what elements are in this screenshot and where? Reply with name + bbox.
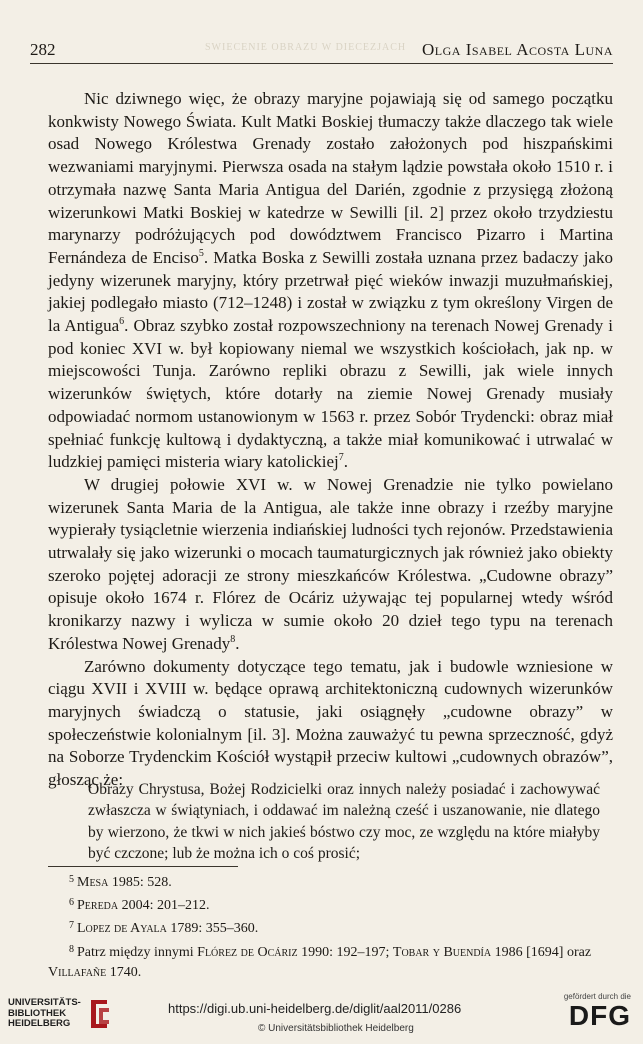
footnote-6: 6 Pereda 2004: 201–212. [69, 897, 210, 914]
page-number: 282 [30, 40, 56, 59]
footnote-7: 7 Lopez de Ayala 1789: 355–360. [69, 920, 259, 937]
footnote-ref-6: 6 [119, 316, 125, 328]
copyright-notice: © Universitätsbibliothek Heidelberg [258, 1023, 414, 1034]
paragraph-2: W drugiej połowie XVI w. w Nowej Grenadzie nie tylko powielano wizerunek Santa Maria de la Antigua, ale także inne obrazy i rzeźby maryjne wypierały tysiącletnie wierzenia indiańskiej ludności tych rejonów. Przedstawienia utrwalały się jako wizerunki o mocach taumaturgicznych jak również jako obiekty szeroko pojętej adoracji ze strony mieszkańców Królestwa. „Cudowne obrazy” opisuje około 1674 r. Flórez de Ocáriz używając tej popularnej wtedy wśród kronikarzy nazwy i wylicza w sumie około 20 dzieł tego typu na terenach Królestwa Nowej Grenady$^8$. [48, 474, 613, 653]
digitization-footer [0, 986, 643, 1044]
bleed-through-text: SWIECENIE OBRAZU W DIECEZJACH [205, 42, 407, 53]
footnote-ref-8: 8 [230, 633, 236, 645]
library-emblem-icon [87, 998, 113, 1030]
footnote-rule [48, 866, 238, 867]
block-quote: Obrazy Chrystusa, Bożej Rodzicielki oraz innych należy posiadać i zachowywać zwłaszcza w świątyniach, i oddawać im należną cześć i uszanowanie, nie dlatego by wierzono, że tkwi w nich jakieś bóstwo czy moc, ze względu na które miałyby być czczone; lub że można ich o coś prosić; [88, 781, 600, 863]
document-url-link[interactable]: https://digi.ub.uni-heidelberg.de/diglit/aal2011/0286 [168, 1001, 462, 1016]
footnote-5: 5 Mesa 1985: 528. [69, 874, 172, 890]
paragraph-1: Nic dziwnego więc, że obrazy maryjne pojawiają się od samego początku konkwisty Nowego Świata. Kult Matki Boskiej tłumaczy także dlaczego tak wiele osad Nowego Królestwa Grenady zostało założonych pod hiszpańskimi wezwaniami maryjnymi. Pierwsza osada na stałym lądzie powstała około 1510 r. i otrzymała nazwę Santa Maria Antigua del Darién, zgodnie z przysięgą złożoną wizerunkowi Matki Boskiej w katedrze w Sewilli [il. 2] przez około trzydziestu marynarzy podróżujących pod dowództwem Francisco Pizarro i Martina Fernándeza de Enciso$^5$. Matka Boska z Sewilli została uznana przez badaczy jako jedyny wizerunek maryjny, który przetrwał pięć wieków inwazji muzułmańskiej, jakiej podlegało miasto (712–1248) i został w związku z tym określony Virgen de la Antigua$^6$. Obraz szybko został rozpowszechniony na terenach Nowej Grenady i pod koniec XVI w. był kopiowany niemal we wszystkich kościołach, jak np. w miejscowości Tunja. Zarówno repliki obrazu z Sewilli, jak wiele innych wizerunków świętych, które dotarły na ziemie Nowej Grenady musiały odpowiadać normom ustanowionym w 1563 r. przez Sobór Trydencki: obraz miał spełniać funkcję kultową i dydaktyczną, a także miał komunikować i utrwalać w ludzkiej pamięci misteria wiary katolickiej$^7$. [48, 89, 613, 472]
footnote-ref-7: 7 [338, 452, 344, 464]
paragraph-3: Zarówno dokumenty dotyczące tego tematu, jak i budowle wzniesione w ciągu XVII i XVIII w. będące oprawą architektoniczną cudownych wizerunków maryjnych świadczą o statusie, jaki osiągnęły „cudowne obrazy” w społeczeństwie kolonialnym [il. 3]. Można zauważyć tu pewna sprzeczność, gdyż na Soborze Trydenckim Kościół wystąpił przeciw kultowi „cudownych obrazów”, głosząc że: [48, 656, 613, 790]
running-header-author: Olga Isabel Acosta Luna [422, 40, 613, 59]
footnote-ref-5: 5 [198, 247, 204, 259]
footnotes [48, 870, 613, 983]
main-text [48, 88, 613, 792]
header-rule [30, 63, 613, 64]
dfg-logo[interactable]: gefördert durch die DFG [563, 992, 631, 1031]
library-logo[interactable]: UNIVERSITÄTS- BIBLIOTHEK HEIDELBERG [8, 998, 113, 1030]
footnote-8: 8 Patrz między innymi Flórez de Ocáriz 1990: 192–197; Tobar y Buendía 1986 [1694] oraz Villafañe 1740. [48, 943, 592, 980]
